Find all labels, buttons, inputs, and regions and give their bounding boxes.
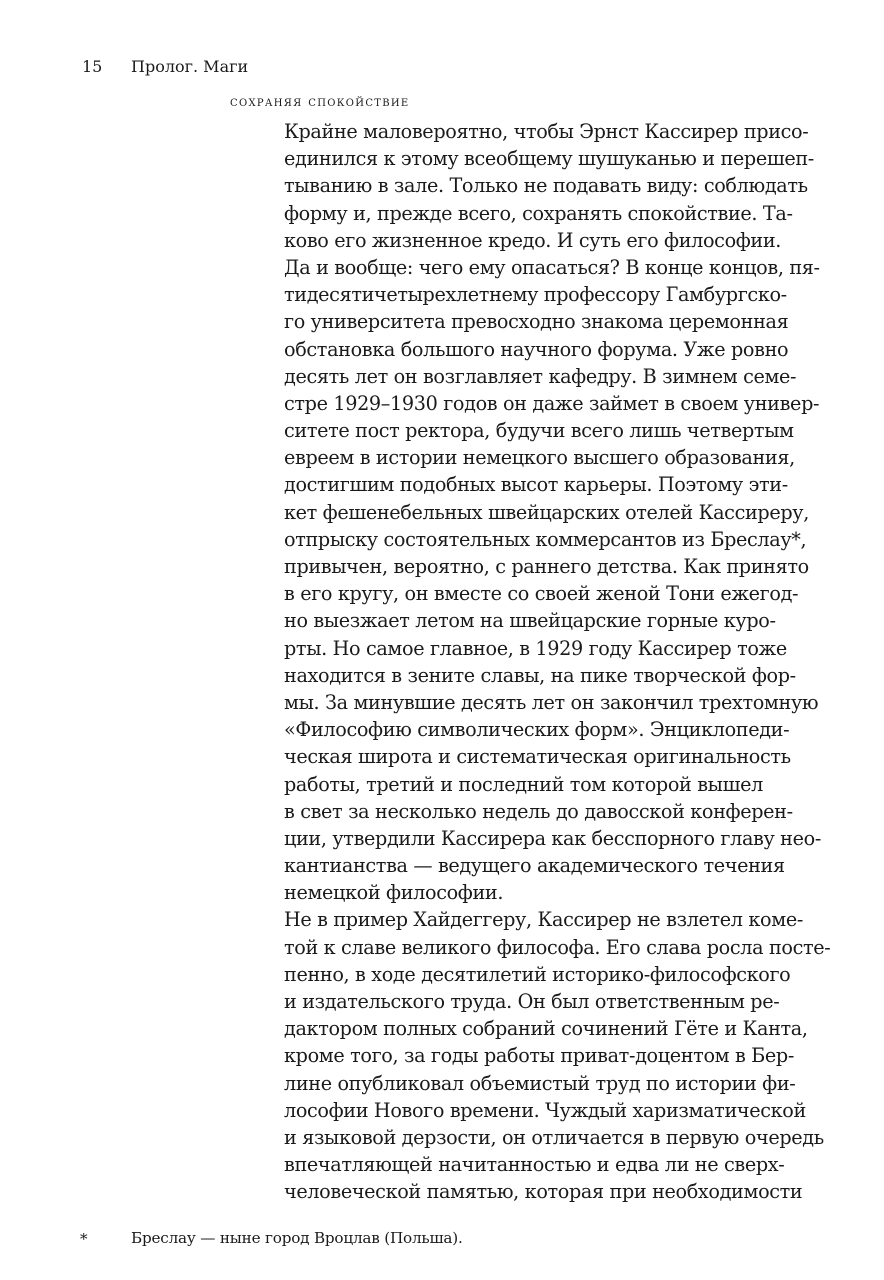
text-line: но выезжает летом на швейцарские горные куро- [284,609,776,633]
text-line: находится в зените славы, на пике творческой фор- [284,663,796,687]
text-line: привычен, вероятно, с раннего детства. Как принято [284,555,809,578]
text-line: тидесятичетырехлетнему профессору Гамбургско- [284,283,787,307]
text-line: Да и вообще: чего ему опасаться? В конце концов, пя- [284,255,820,279]
text-line: кантианства — ведущего академического течения [284,854,785,878]
text-line: человеческой памятью, которая при необходимости [284,1180,803,1204]
text-line: «Философию символических форм». Энциклопеди- [284,718,790,742]
text-line: стре 1929–1930 годов он даже займет в своем универ- [284,391,820,415]
text-line: в его кругу, он вместе со своей женой Тони ежегод- [284,582,799,606]
text-line: лософии Нового времени. Чуждый харизматической [284,1098,806,1122]
text-line: той к славе великого философа. Его слава росла посте- [284,935,831,959]
text-line: единился к этому всеобщему шушуканью и перешеп- [284,147,814,171]
text-line: работы, третий и последний том которой вышел [284,772,763,796]
text-line: и языковой дерзости, он отличается в первую очередь [284,1125,824,1149]
text-line: форму и, прежде всего, сохранять спокойствие. Та- [284,201,793,225]
text-line: ситете пост ректора, будучи всего лишь четвертым [284,419,794,443]
text-line: десять лет он возглавляет кафедру. В зимнем семе- [284,364,797,388]
text-line: Крайне маловероятно, чтобы Эрнст Кассирер присо- [284,120,809,143]
text-line: отпрыску состоятельных коммерсантов из Бреслау*, [284,527,807,551]
footnote-text: Бреслау — ныне город Вроцлав (Польша). [131,1229,463,1247]
text-line: рты. Но самое главное, в 1929 году Кассирер тоже [284,636,787,660]
page-number: 15 [82,57,103,76]
running-head: Пролог. Маги [131,57,249,76]
text-line: кет фешенебельных швейцарских отелей Кассиреру, [284,500,809,524]
text-line: тыванию в зале. Только не подавать виду: соблюдать [284,174,808,198]
footnote-marker: * [80,1230,88,1248]
text-line: ции, утвердили Кассирера как бесспорного главу нео- [284,826,821,850]
text-line: Не в пример Хайдеггеру, Кассирер не взлетел коме- [284,908,803,932]
text-line: и издательского труда. Он был ответственным ре- [284,990,780,1013]
text-line: лине опубликовал объемистый труд по истории фи- [284,1071,796,1095]
text-line: мы. За минувшие десять лет он закончил трехтомную [284,690,819,714]
text-line: обстановка большого научного форума. Уже ровно [284,337,789,361]
section-heading: сохраняя спокойствие [230,94,410,110]
text-line: ческая широта и систематическая оригинальность [284,745,791,769]
text-line: го университета превосходно знакома церемонная [284,310,789,334]
text-line: немецкой философии. [284,881,504,905]
text-line: ково его жизненное кредо. И суть его философии. [284,228,782,252]
text-line: пенно, в ходе десятилетий историко-философского [284,962,791,986]
text-line: дактором полных собраний сочинений Гёте и Канта, [284,1017,808,1041]
text-line: евреем в истории немецкого высшего образования, [284,446,795,470]
text-line: в свет за несколько недель до давосской конферен- [284,799,793,823]
body-text [284,118,844,1206]
text-line: достигшим подобных высот карьеры. Поэтому эти- [284,473,788,497]
text-line: впечатляющей начитанностью и едва ли не сверх- [284,1153,785,1177]
text-line: кроме того, за годы работы приват-доцентом в Бер- [284,1044,794,1068]
